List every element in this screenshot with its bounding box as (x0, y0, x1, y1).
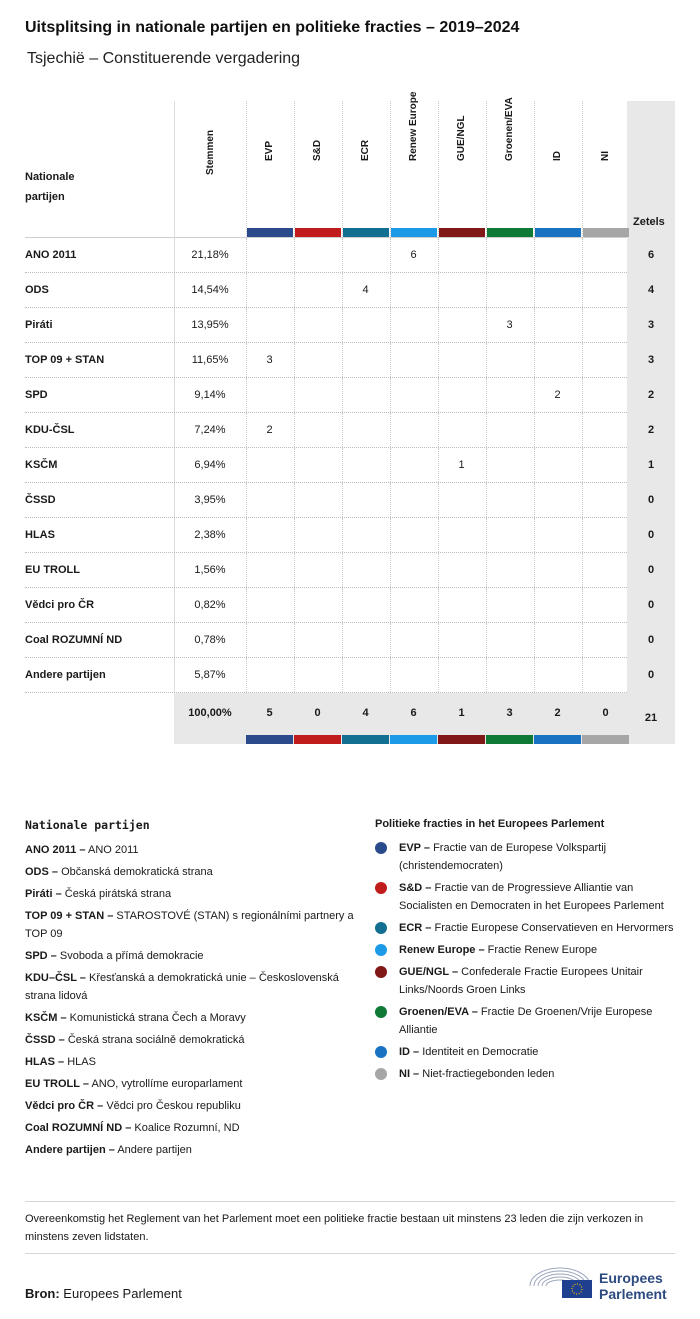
party-seats: 2 (627, 378, 675, 413)
seat-distribution-table (25, 91, 675, 744)
group-column-header: S&D (294, 101, 341, 238)
table-row (25, 308, 675, 343)
vote-share: 9,14% (194, 389, 226, 401)
group-seat-cell: 6 (410, 249, 417, 261)
national-party-legend-item: HLAS – HLAS (25, 1056, 96, 1068)
group-seat-cell: 2 (266, 424, 273, 436)
party-name: HLAS (25, 529, 55, 541)
group-color-bar (247, 228, 293, 237)
party-seats: 1 (627, 448, 675, 483)
vote-share: 14,54% (191, 284, 229, 296)
group-column-header: NI (582, 101, 629, 238)
party-name: SPD (25, 389, 48, 401)
footnote: Overeenkomstig het Reglement van het Parlement moet een politieke fractie bestaan uit minstens 23 leden die zijn verkozen in minstens zeven lidstaten. (25, 1201, 675, 1254)
group-total: 6 (410, 707, 417, 719)
group-seat-cell: 2 (554, 389, 561, 401)
party-name: EU TROLL (25, 564, 80, 576)
party-column-header: Nationale partijen (25, 171, 75, 203)
source (25, 1286, 182, 1301)
political-group-legend-item: Renew Europe – Fractie Renew Europe (375, 941, 675, 959)
vote-share: 1,56% (194, 564, 226, 576)
party-seats: 0 (627, 623, 675, 658)
table-row (25, 623, 675, 658)
group-color-bar (534, 735, 581, 744)
national-parties-legend (25, 818, 355, 1163)
group-total: 0 (602, 707, 609, 719)
group-total: 0 (314, 707, 321, 719)
national-party-legend-item: KDU–ČSL – Křesťanská a demokratická unie – Československá strana lidová (25, 972, 339, 1002)
page-subtitle: Tsjechië – Constituerende vergadering (27, 50, 301, 67)
vote-share: 3,95% (194, 494, 226, 506)
party-name: KDU-ČSL (25, 424, 75, 436)
group-total: 3 (506, 707, 513, 719)
national-party-legend-item: EU TROLL – ANO, vytrollíme europarlament (25, 1078, 243, 1090)
group-total: 2 (554, 707, 561, 719)
table-row (25, 238, 675, 273)
group-color-bar (342, 735, 389, 744)
national-party-legend-item: ODS – Občanská demokratická strana (25, 866, 213, 878)
logo-text: Europees Parlement (599, 1270, 667, 1302)
table-totals-row (25, 693, 675, 744)
group-color-bar (582, 735, 629, 744)
national-party-legend-item: KSČM – Komunistická strana Čech a Moravy (25, 1012, 246, 1024)
group-color-bar (535, 228, 581, 237)
political-group-legend-item: NI – Niet-fractiegebonden leden (375, 1065, 675, 1083)
group-color-dot-icon (375, 842, 387, 854)
group-color-dot-icon (375, 922, 387, 934)
page-title: Uitsplitsing in nationale partijen en politieke fracties – 2019–2024 (25, 19, 520, 36)
vote-share: 5,87% (194, 669, 226, 681)
vote-share: 7,24% (194, 424, 226, 436)
total-seats: 21 (644, 712, 658, 724)
table-row (25, 518, 675, 553)
group-seat-cell: 1 (458, 459, 465, 471)
vote-share: 2,38% (194, 529, 226, 541)
national-party-legend-item: ANO 2011 – ANO 2011 (25, 844, 139, 856)
group-color-dot-icon (375, 1006, 387, 1018)
party-seats: 0 (627, 588, 675, 623)
total-votes: 100,00% (188, 707, 232, 719)
political-group-legend-item: Groenen/EVA – Fractie De Groenen/Vrije Europese Alliantie (375, 1003, 675, 1039)
vote-share: 0,78% (194, 634, 226, 646)
vote-share: 0,82% (194, 599, 226, 611)
group-color-bar (438, 735, 485, 744)
political-group-legend-item: S&D – Fractie van de Progressieve Alliantie van Socialisten en Democraten in het Europees Parlement (375, 879, 675, 915)
table-body (25, 238, 675, 693)
group-color-bar (583, 228, 629, 237)
party-seats: 0 (627, 658, 675, 693)
national-party-legend-item: TOP 09 + STAN – STAROSTOVÉ (STAN) s regionálními partnery a TOP 09 (25, 910, 354, 940)
party-seats: 2 (627, 413, 675, 448)
group-column-header: Groenen/EVA (486, 101, 533, 238)
political-group-legend-item: EVP – Fractie van de Europese Volkspartij (christendemocraten) (375, 839, 675, 875)
vote-share: 6,94% (194, 459, 226, 471)
group-color-bar (343, 228, 389, 237)
national-party-legend-item: Andere partijen – Andere partijen (25, 1144, 192, 1156)
group-column-header: ID (534, 101, 581, 238)
party-seats: 0 (627, 483, 675, 518)
source-value: Europees Parlement (63, 1286, 182, 1301)
group-total: 5 (266, 707, 273, 719)
group-color-dot-icon (375, 944, 387, 956)
table-row (25, 658, 675, 693)
group-total: 4 (362, 707, 369, 719)
political-group-legend-item: ID – Identiteit en Democratie (375, 1043, 675, 1061)
group-color-bar (295, 228, 341, 237)
group-color-bar (487, 228, 533, 237)
group-color-bar (439, 228, 485, 237)
group-color-dot-icon (375, 1068, 387, 1080)
group-color-bar (390, 735, 437, 744)
party-name: ODS (25, 284, 49, 296)
party-seats: 3 (627, 343, 675, 378)
table-row (25, 448, 675, 483)
table-header (25, 91, 675, 238)
political-groups-legend-heading: Politieke fracties in het Europees Parlement (375, 818, 605, 830)
parliament-emblem-icon (528, 1262, 594, 1300)
party-name: Coal ROZUMNÍ ND (25, 634, 123, 646)
group-column-header: Renew Europe (390, 101, 437, 238)
group-seat-cell: 3 (506, 319, 513, 331)
political-groups-legend (375, 818, 675, 1087)
group-total: 1 (458, 707, 465, 719)
table-row (25, 413, 675, 448)
group-color-dot-icon (375, 882, 387, 894)
table-row (25, 378, 675, 413)
vote-share: 21,18% (191, 249, 229, 261)
group-color-bar (246, 735, 293, 744)
national-party-legend-item: SPD – Svoboda a přímá demokracie (25, 950, 204, 962)
group-seat-cell: 4 (362, 284, 369, 296)
group-color-dot-icon (375, 1046, 387, 1058)
table-row (25, 343, 675, 378)
table-row (25, 588, 675, 623)
party-seats: 0 (627, 518, 675, 553)
group-color-bar (391, 228, 437, 237)
national-party-legend-item: ČSSD – Česká strana sociálně demokratická (25, 1034, 245, 1046)
party-seats: 4 (627, 273, 675, 308)
table-row (25, 273, 675, 308)
party-name: Andere partijen (25, 669, 106, 681)
party-name: Piráti (25, 319, 53, 331)
source-label: Bron: (25, 1286, 60, 1301)
party-seats: 6 (627, 238, 675, 273)
group-color-bar (294, 735, 341, 744)
seats-column-header: Zetels (627, 101, 675, 238)
group-seat-cell: 3 (266, 354, 273, 366)
group-color-dot-icon (375, 966, 387, 978)
national-party-legend-item: Piráti – Česká pirátská strana (25, 888, 172, 900)
group-color-bar (486, 735, 533, 744)
party-name: Vědci pro ČR (25, 599, 95, 611)
table-row (25, 553, 675, 588)
party-name: ČSSD (25, 494, 56, 506)
party-seats: 3 (627, 308, 675, 343)
group-column-header: EVP (246, 101, 293, 238)
party-name: ANO 2011 (25, 249, 77, 261)
vote-share: 13,95% (191, 319, 229, 331)
political-group-legend-item: ECR – Fractie Europese Conservatieven en Hervormers (375, 919, 675, 937)
party-seats: 0 (627, 553, 675, 588)
table-row (25, 483, 675, 518)
vote-share: 11,65% (191, 354, 229, 366)
votes-column-header: Stemmen (174, 101, 246, 238)
national-party-legend-item: Vědci pro ČR – Vědci pro Českou republiku (25, 1100, 241, 1112)
group-column-header: ECR (342, 101, 389, 238)
group-column-header: GUE/NGL (438, 101, 485, 238)
european-parliament-logo (528, 1262, 678, 1302)
party-name: TOP 09 + STAN (25, 354, 105, 366)
party-name: KSČM (25, 459, 58, 471)
political-group-legend-item: GUE/NGL – Confederale Fractie Europees Unitair Links/Noords Groen Links (375, 963, 675, 999)
national-party-legend-item: Coal ROZUMNÍ ND – Koalice Rozumní, ND (25, 1122, 240, 1134)
national-parties-legend-heading: Nationale partijen (25, 818, 150, 832)
